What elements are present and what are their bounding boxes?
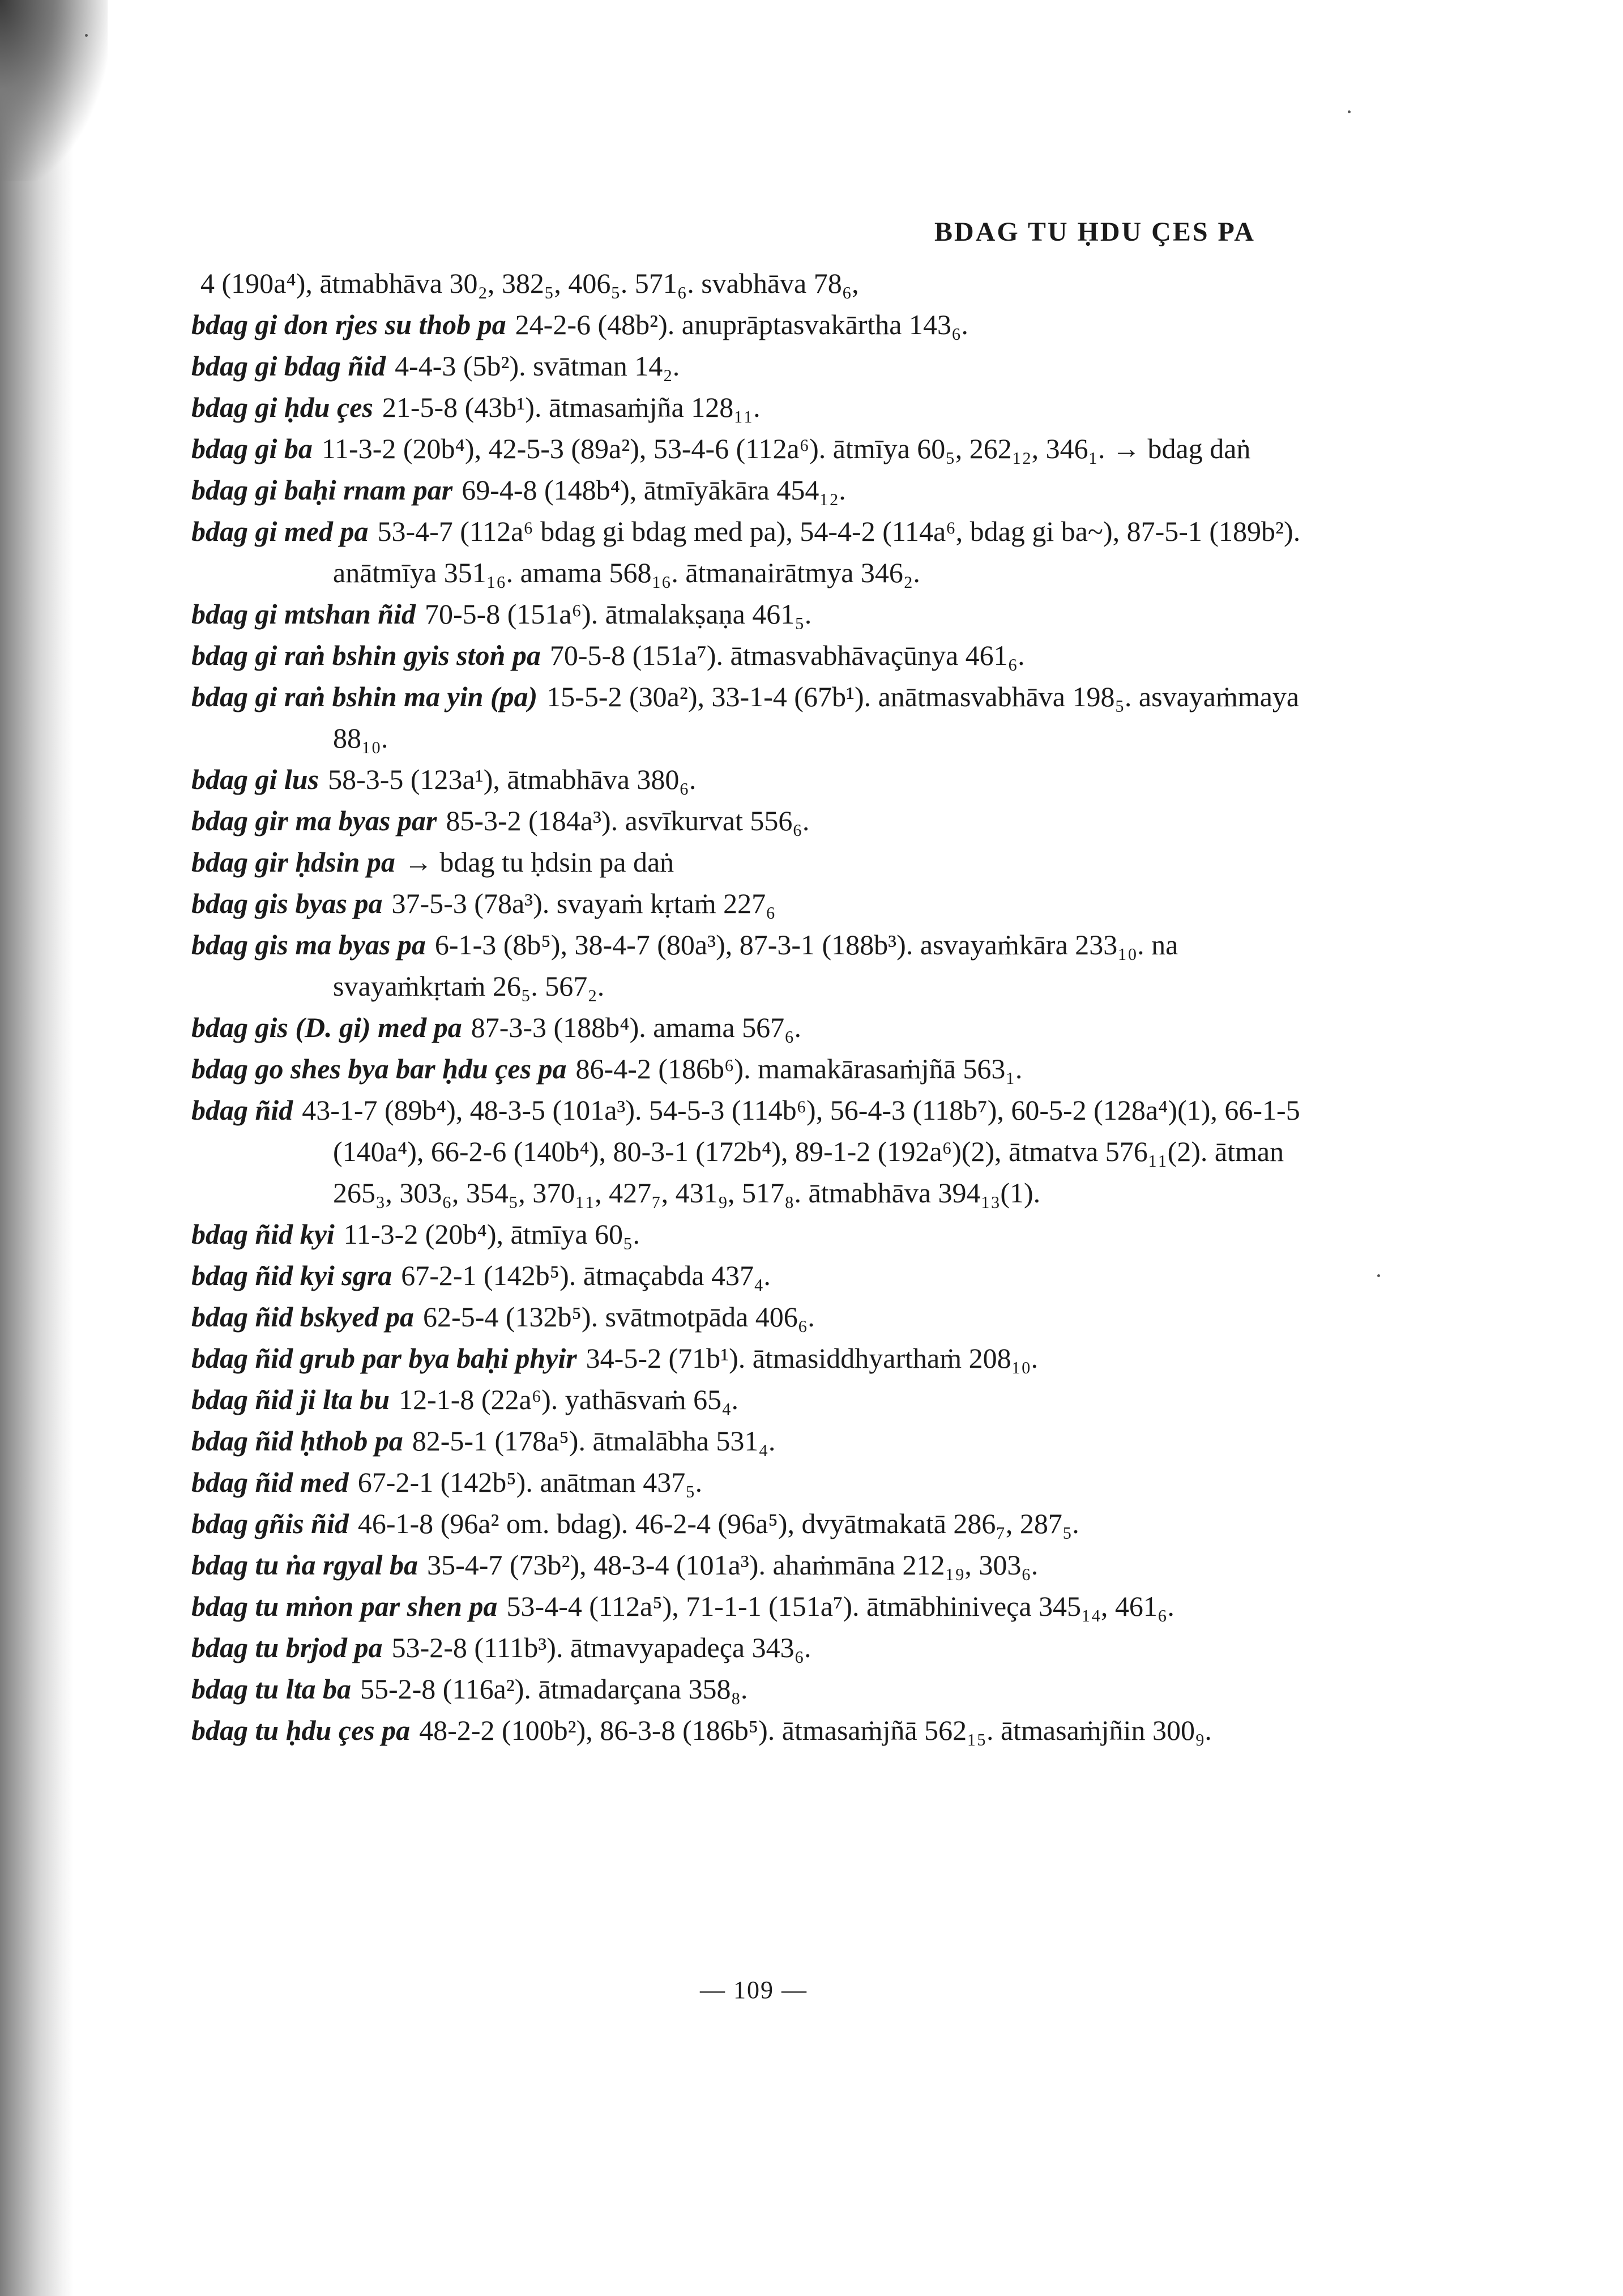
entry-headword: bdag ñid kyi (191, 1218, 335, 1250)
entry-headword: bdag gi raṅ bshin gyis stoṅ pa (191, 639, 541, 671)
dictionary-entry (191, 1048, 1301, 1090)
dictionary-entry (191, 1338, 1301, 1379)
entry-references: 55-2-8 (116a²). ātmadarçana 358₈. (360, 1673, 748, 1705)
entry-references: 43-1-7 (89b⁴), 48-3-5 (101a³). 54-5-3 (114b⁶), 56-4-3 (118b⁷), 60-5-2 (128a⁴)(1), 66-1-5 (140a⁴), 66-2-6 (140b⁴), 80-3-1 (172b⁴), 89-1-2 (192a⁶)(2), ātmatva 576₁₁(2). ātman 265₃, 303₆, 354₅, 370₁₁, 427₇, 431₉, 517₈. ātmabhāva 394₁₃(1). (302, 1094, 1300, 1209)
entry-headword: bdag tu lta ba (191, 1673, 351, 1705)
scan-speck (1348, 110, 1351, 113)
dictionary-entry (191, 635, 1301, 676)
scan-speck (1377, 1274, 1380, 1277)
entry-references: 67-2-1 (142b⁵). ātmaçabda 437₄. (401, 1260, 771, 1291)
dictionary-entry (191, 1379, 1301, 1420)
entry-headword: bdag gi lus (191, 763, 319, 795)
entry-headword: bdag tu brjod pa (191, 1632, 383, 1663)
entry-references: 53-4-4 (112a⁵), 71-1-1 (151a⁷). ātmābhiniveça 345₁₄, 461₆. (506, 1590, 1174, 1622)
dictionary-entry (191, 1420, 1301, 1462)
entry-headword: bdag gis ma byas pa (191, 929, 426, 961)
scan-shadow-corner (0, 0, 108, 181)
dictionary-entry (191, 759, 1301, 800)
entry-references: 62-5-4 (132b⁵). svātmotpāda 406₆. (423, 1301, 815, 1333)
dictionary-entry (191, 1544, 1301, 1586)
entry-references: 67-2-1 (142b⁵). anātman 437₅. (357, 1466, 703, 1498)
entry-references: 85-3-2 (184a³). asvīkurvat 556₆. (446, 805, 810, 837)
entry-references: 82-5-1 (178a⁵). ātmalābha 531₄. (412, 1425, 776, 1457)
dictionary-entry (191, 428, 1301, 470)
entry-headword: bdag tu ḥdu çes pa (191, 1714, 411, 1746)
dictionary-entry (191, 676, 1301, 759)
entry-headword: bdag gi ḥdu çes (191, 391, 373, 423)
entry-references: 11-3-2 (20b⁴), 42-5-3 (89a²), 53-4-6 (112a⁶). ātmīya 60₅, 262₁₂, 346₁. → bdag daṅ (321, 433, 1251, 464)
entry-headword: bdag gis (D. gi) med pa (191, 1012, 462, 1043)
entry-headword: bdag ñid med (191, 1466, 349, 1498)
dictionary-entry (191, 1710, 1301, 1751)
entry-headword: bdag tu mṅon par shen pa (191, 1590, 498, 1622)
dictionary-entry (191, 1627, 1301, 1668)
dictionary-entry (191, 511, 1301, 594)
dictionary-entry (191, 1090, 1301, 1214)
entry-references: 24-2-6 (48b²). anuprāptasvakārtha 143₆. (515, 309, 968, 340)
entry-references: 12-1-8 (22a⁶). yathāsvaṁ 65₄. (399, 1384, 739, 1415)
entry-headword: bdag go shes bya bar ḥdu çes pa (191, 1053, 567, 1085)
entry-headword: bdag gi bdag ñid (191, 350, 386, 382)
entry-headword: bdag gi don rjes su thob pa (191, 309, 506, 340)
entry-references: 87-3-3 (188b⁴). amama 567₆. (471, 1012, 802, 1043)
entry-references: 46-1-8 (96a² om. bdag). 46-2-4 (96a⁵), dvyātmakatā 286₇, 287₅. (357, 1508, 1079, 1539)
dictionary-entry (191, 1586, 1301, 1627)
entry-headword: bdag ñid bskyed pa (191, 1301, 415, 1333)
dictionary-entry (191, 924, 1301, 1007)
entry-headword: bdag ñid grub par bya baḥi phyir (191, 1342, 577, 1374)
dictionary-entry (191, 387, 1301, 428)
entry-headword: bdag gi baḥi rnam par (191, 474, 453, 506)
entry-references: 48-2-2 (100b²), 86-3-8 (186b⁵). ātmasaṁjñā 562₁₅. ātmasaṁjñin 300₉. (419, 1714, 1212, 1746)
entry-references: 53-4-7 (112a⁶ bdag gi bdag med pa), 54-4-2 (114a⁶, bdag gi ba~), 87-5-1 (189b²). anātmīya 351₁₆. amama 568₁₆. ātmanairātmya 346₂. (333, 515, 1301, 588)
entry-references: → bdag tu ḥdsin pa daṅ (404, 846, 674, 878)
entry-headword: bdag gñis ñid (191, 1508, 349, 1539)
dictionary-entry (191, 1668, 1301, 1710)
entry-headword: bdag gi mtshan ñid (191, 598, 416, 630)
dictionary-entry (191, 883, 1301, 924)
dictionary-entry (191, 594, 1301, 635)
dictionary-entry (191, 842, 1301, 883)
dictionary-entry (191, 345, 1301, 387)
dictionary-entry (191, 304, 1301, 345)
entry-headword: bdag gi med pa (191, 515, 369, 547)
entry-headword: bdag gi ba (191, 433, 313, 464)
entry-headword: bdag ñid kyi sgra (191, 1260, 392, 1291)
dictionary-entry (191, 1007, 1301, 1048)
scan-speck (85, 34, 88, 37)
entry-references: 70-5-8 (151a⁶). ātmalakṣaṇa 461₅. (424, 598, 812, 630)
entry-headword: bdag ñid ḥthob pa (191, 1425, 403, 1457)
dictionary-entry (191, 263, 1301, 304)
entry-references: 11-3-2 (20b⁴), ātmīya 60₅. (343, 1218, 640, 1250)
entry-references: 6-1-3 (8b⁵), 38-4-7 (80a³), 87-3-1 (188b³). asvayaṁkāra 233₁₀. na svayaṁkṛtaṁ 26₅. 567₂. (333, 929, 1178, 1002)
entry-headword: bdag gis byas pa (191, 887, 383, 919)
entry-references: 34-5-2 (71b¹). ātmasiddhyarthaṁ 208₁₀. (586, 1342, 1038, 1374)
entry-references: 21-5-8 (43b¹). ātmasaṁjña 128₁₁. (382, 391, 761, 423)
dictionary-entry (191, 1462, 1301, 1503)
entry-references: 69-4-8 (148b⁴), ātmīyākāra 454₁₂. (462, 474, 846, 506)
entry-references: 15-5-2 (30a²), 33-1-4 (67b¹). anātmasvabhāva 198₅. asvayaṁmaya 88₁₀. (333, 681, 1300, 754)
dictionary-entry (191, 470, 1301, 511)
scan-shadow-edge (0, 0, 74, 2296)
dictionary-entry (191, 1255, 1301, 1296)
page-number: — 109 — (700, 1976, 808, 2004)
entry-references: 4 (190a⁴), ātmabhāva 30₂, 382₅, 406₅. 571₆. svabhāva 78₆, (200, 267, 859, 299)
running-head: BDAG TU ḤDU ÇES PA (934, 217, 1255, 247)
entry-references: 86-4-2 (186b⁶). mamakārasaṁjñā 563₁. (575, 1053, 1023, 1085)
entry-headword: bdag gi raṅ bshin ma yin (pa) (191, 681, 538, 712)
dictionary-entries (191, 263, 1301, 1751)
entry-references: 37-5-3 (78a³). svayaṁ kṛtaṁ 227₆ (391, 887, 776, 919)
entry-headword: bdag gir ma byas par (191, 805, 437, 837)
entry-headword: bdag ñid (191, 1094, 293, 1126)
entry-references: 58-3-5 (123a¹), ātmabhāva 380₆. (328, 763, 697, 795)
entry-references: 35-4-7 (73b²), 48-3-4 (101a³). ahaṁmāna 212₁₉, 303₆. (427, 1549, 1039, 1581)
entry-headword: bdag gir ḥdsin pa (191, 846, 395, 878)
entry-headword: bdag ñid ji lta bu (191, 1384, 390, 1415)
dictionary-entry (191, 1296, 1301, 1338)
entry-references: 4-4-3 (5b²). svātman 14₂. (395, 350, 680, 382)
entry-references: 70-5-8 (151a⁷). ātmasvabhāvaçūnya 461₆. (549, 639, 1025, 671)
dictionary-entry (191, 1214, 1301, 1255)
entry-headword: bdag tu ṅa rgyal ba (191, 1549, 418, 1581)
dictionary-entry (191, 1503, 1301, 1544)
dictionary-entry (191, 800, 1301, 842)
entry-references: 53-2-8 (111b³). ātmavyapadeça 343₆. (391, 1632, 812, 1663)
